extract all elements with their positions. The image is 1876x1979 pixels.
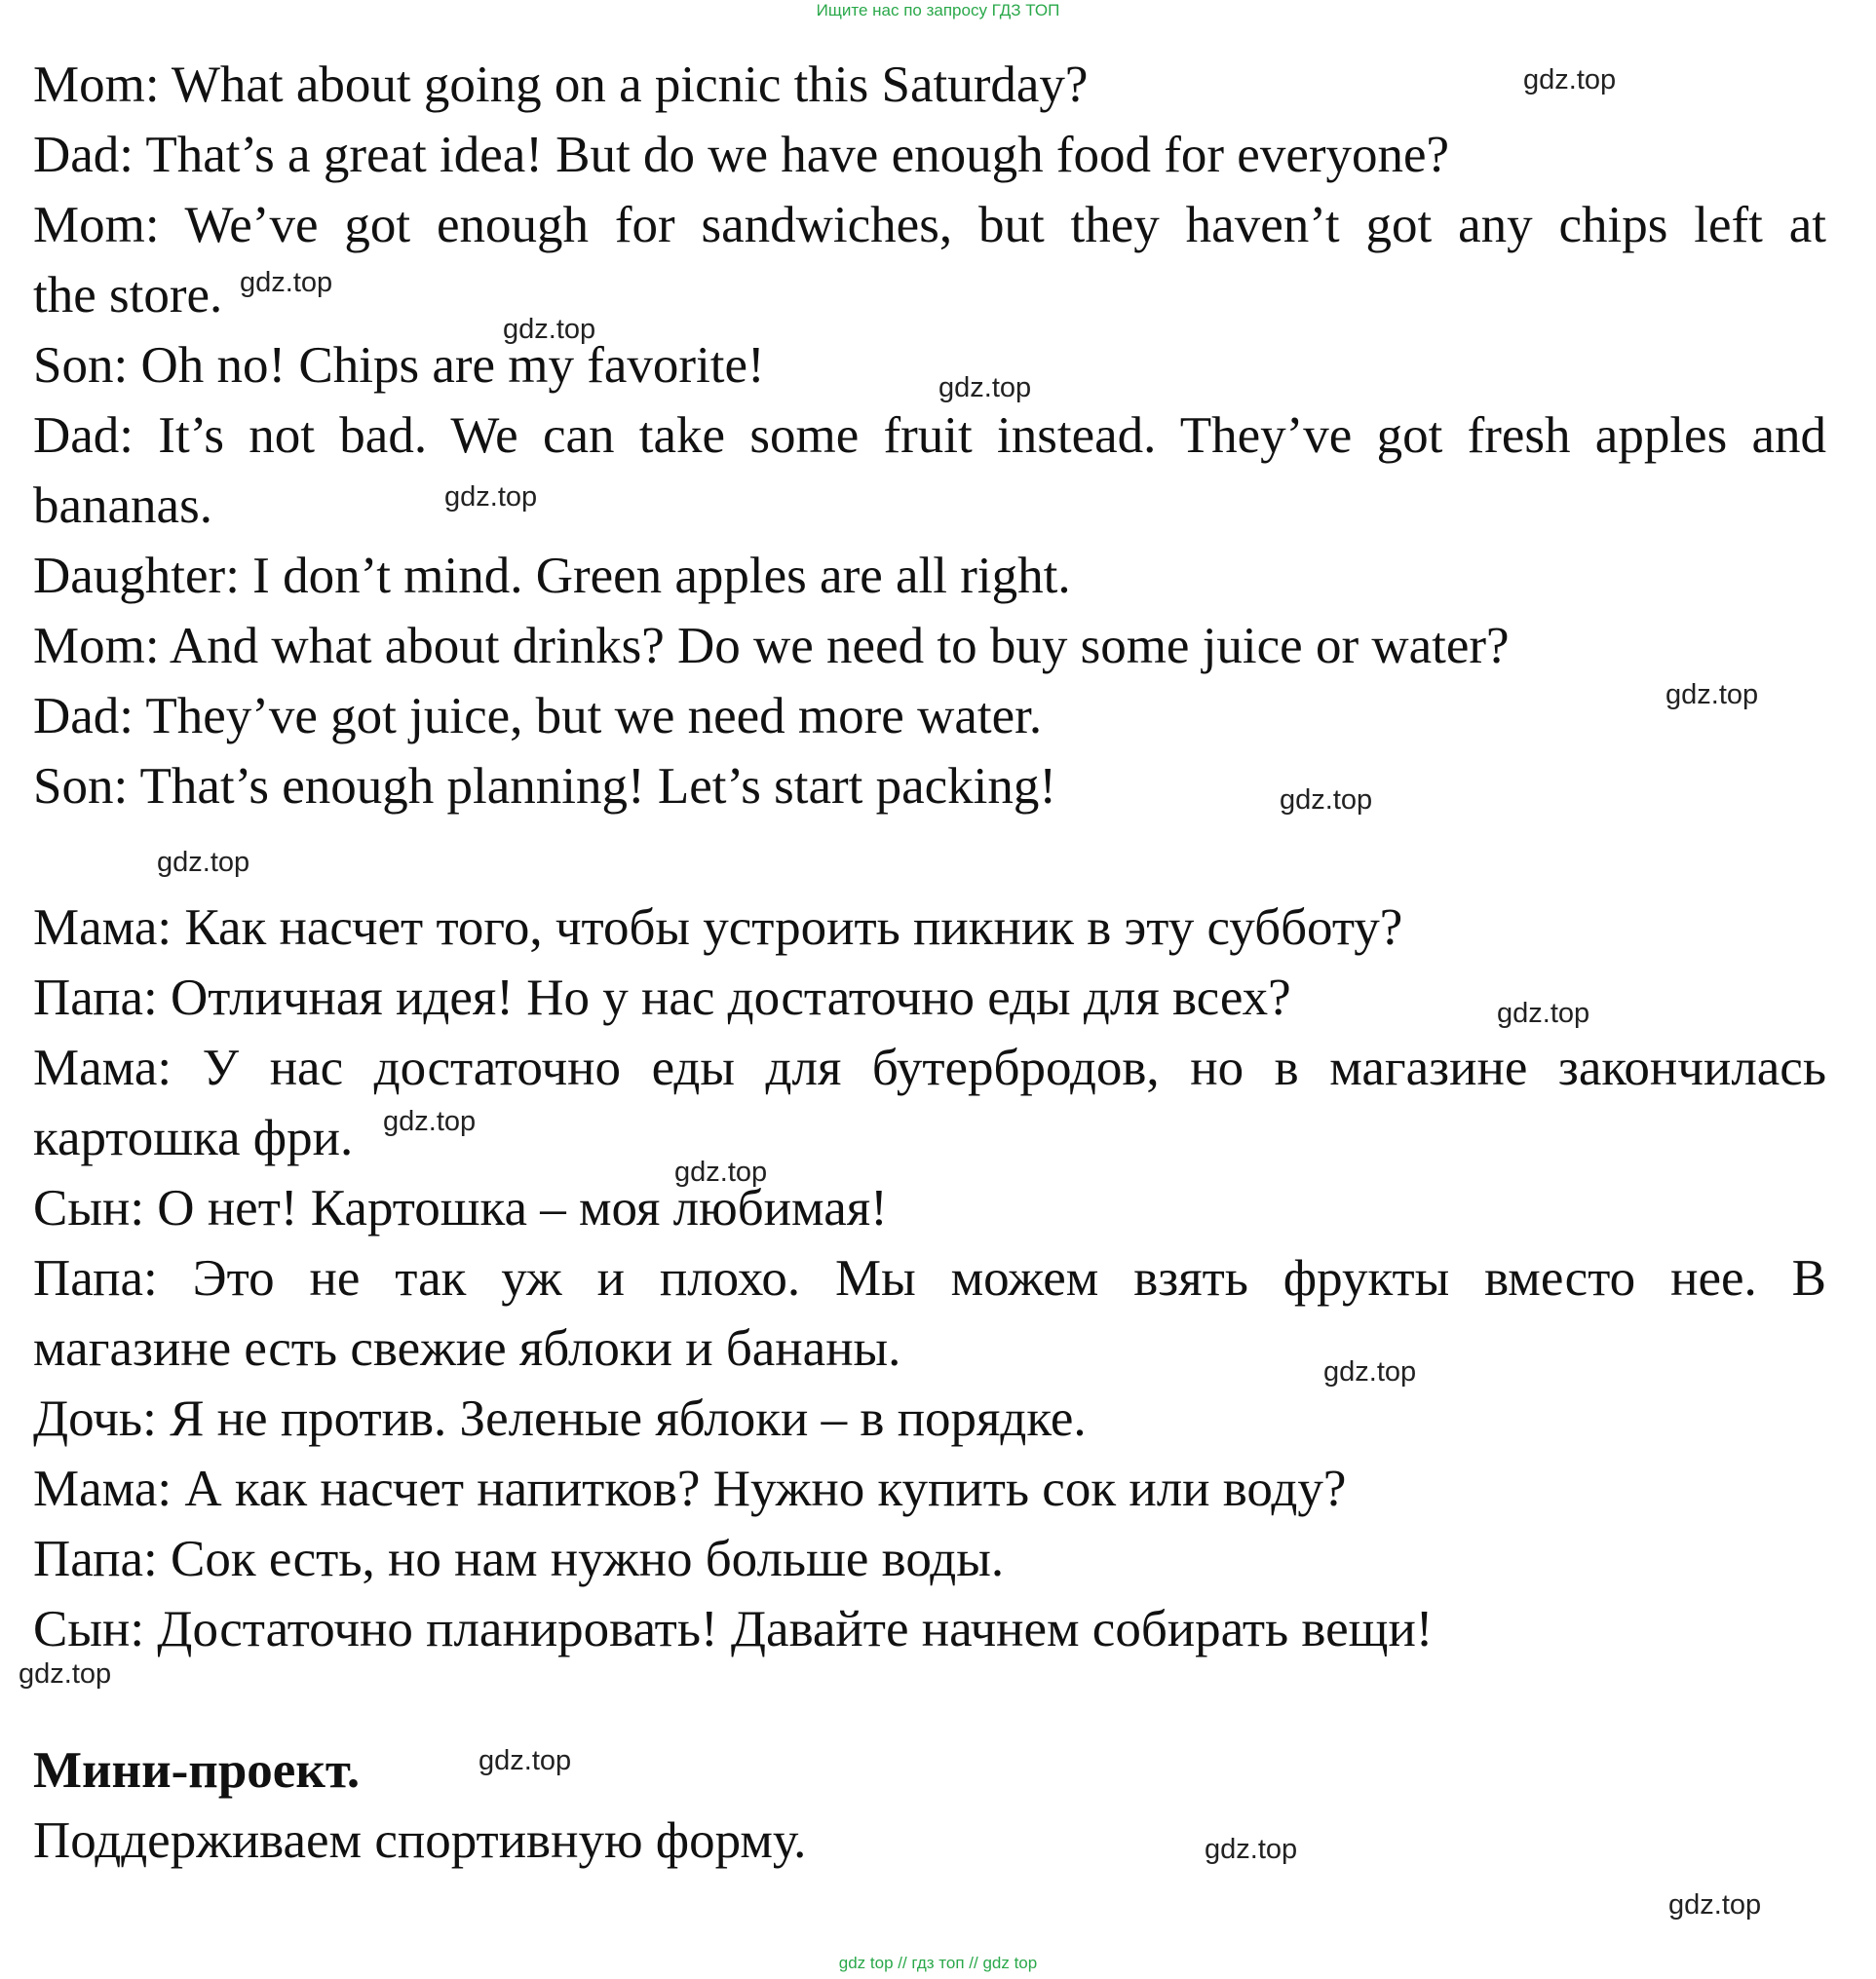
russian-line-5: Сын: О нет! Картошка – моя любимая!: [33, 1180, 888, 1237]
english-line-1: Mom: What about going on a picnic this Saturday?: [33, 57, 1089, 113]
russian-line-4: картошка фри.: [33, 1110, 354, 1166]
watermark: gdz.top: [1497, 998, 1590, 1029]
project-text: Поддерживаем спортивную форму.: [33, 1812, 807, 1869]
russian-line-8: Дочь: Я не против. Зеленые яблоки – в порядке.: [33, 1390, 1087, 1447]
english-line-7: bananas.: [33, 477, 212, 534]
russian-line-1: Мама: Как насчет того, чтобы устроить пикник в эту субботу?: [33, 899, 1403, 956]
watermark: gdz.top: [383, 1106, 477, 1137]
watermark: gdz.top: [938, 372, 1032, 403]
top-banner: Ищите нас по запросу ГДЗ ТОП: [816, 1, 1060, 19]
russian-line-6: Папа: Это не так уж и плохо. Мы можем взять фрукты вместо нее. В: [33, 1250, 1826, 1307]
project-heading: Мини-проект.: [33, 1742, 361, 1799]
english-line-5: Son: Oh no! Chips are my favorite!: [33, 337, 765, 394]
english-line-4: the store.: [33, 267, 223, 323]
watermark: gdz.top: [674, 1157, 768, 1188]
watermark: gdz.top: [444, 481, 538, 513]
english-line-9: Mom: And what about drinks? Do we need to buy some juice or water?: [33, 618, 1510, 674]
watermark: gdz.top: [479, 1745, 572, 1776]
english-line-6: Dad: It’s not bad. We can take some fruit instead. They’ve got fresh apples and: [33, 407, 1826, 464]
watermark: gdz.top: [1280, 784, 1373, 816]
english-line-8: Daughter: I don’t mind. Green apples are all right.: [33, 548, 1071, 604]
russian-line-3: Мама: У нас достаточно еды для бутербродов, но в магазине закончилась: [33, 1040, 1826, 1096]
watermark: gdz.top: [240, 267, 333, 298]
russian-line-9: Мама: А как насчет напитков? Нужно купить сок или воду?: [33, 1461, 1347, 1517]
russian-line-11: Сын: Достаточно планировать! Давайте начнем собирать вещи!: [33, 1601, 1434, 1657]
english-line-3: Mom: We’ve got enough for sandwiches, but they haven’t got any chips left at: [33, 197, 1826, 253]
watermark: gdz.top: [1668, 1889, 1762, 1921]
watermark: gdz.top: [19, 1658, 112, 1690]
english-line-10: Dad: They’ve got juice, but we need more water.: [33, 688, 1043, 744]
russian-line-2: Папа: Отличная идея! Но у нас достаточно еды для всех?: [33, 970, 1291, 1026]
english-line-11: Son: That’s enough planning! Let’s start packing!: [33, 758, 1057, 815]
watermark: gdz.top: [503, 314, 596, 345]
footer: gdz top // гдз топ // gdz top: [838, 1954, 1038, 1972]
russian-line-7: магазине есть свежие яблоки и бананы.: [33, 1320, 901, 1377]
watermark: gdz.top: [1205, 1834, 1298, 1865]
english-line-2: Dad: That’s a great idea! But do we have enough food for everyone?: [33, 127, 1450, 183]
watermark: gdz.top: [1323, 1356, 1417, 1388]
watermark: gdz.top: [1523, 64, 1617, 95]
watermark: gdz.top: [1665, 679, 1759, 710]
russian-line-10: Папа: Сок есть, но нам нужно больше воды.: [33, 1531, 1005, 1587]
watermark: gdz.top: [157, 847, 250, 878]
